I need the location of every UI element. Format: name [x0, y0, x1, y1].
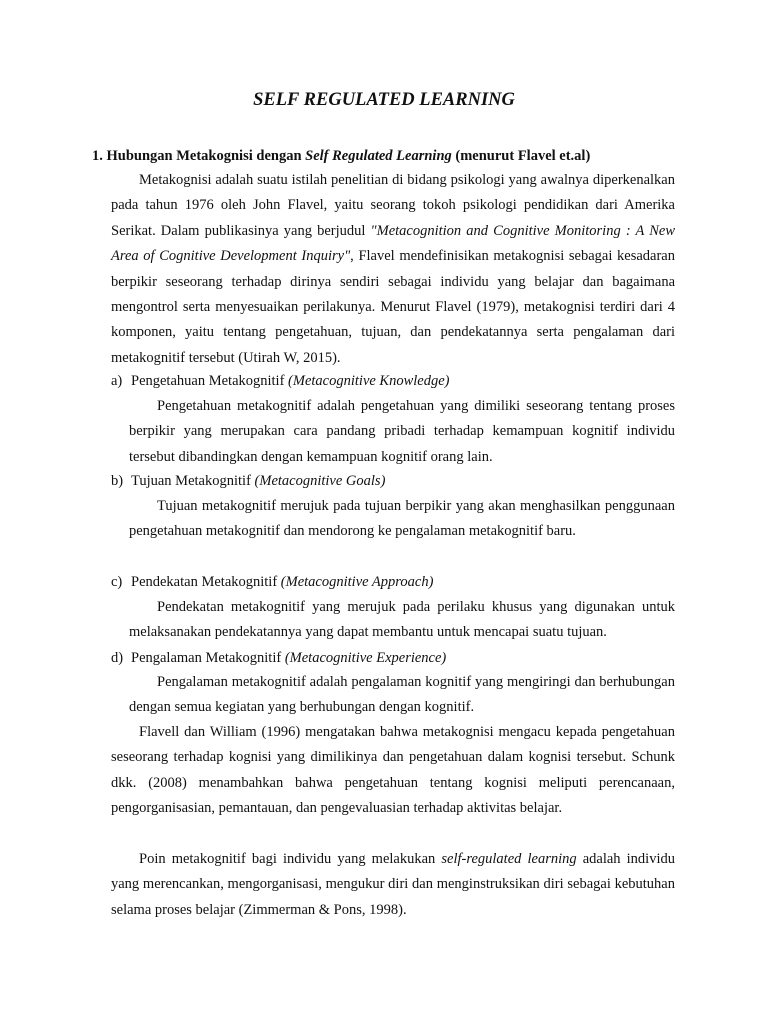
- section-heading-text: Hubungan Metakognisi dengan: [106, 148, 302, 164]
- flavell-paragraph: Flavell dan William (1996) mengatakan bahwa metakognisi mengacu kepada pengetahuan seseorang terhadap kognisi yang dimilikinya dan pengetahuan dalam kognisi tersebut. Schunk dkk. (2008) menambahkan bahwa pengetahuan tentang kognisi meliputi perencanaan, pengorganisasian, pemantauan, dan pengevaluasian terhadap aktivitas belajar.: [111, 724, 675, 817]
- list-item-heading: b) Tujuan Metakognitif (Metacognitive Goals): [111, 473, 386, 489]
- list-item-heading: a) Pengetahuan Metakognitif (Metacognitive Knowledge): [111, 373, 450, 389]
- list-item-body: Tujuan metakognitif merujuk pada tujuan berpikir yang akan menghasilkan penggunaan pengetahuan metakognitif dan mendorong ke pengalaman metakognitif baru.: [129, 498, 675, 540]
- poin-paragraph: Poin metakognitif bagi individu yang melakukan self-regulated learning adalah individu yang merencankan, mengorganisasi, mengukur diri dan menginstruksikan diri sebagai kebutuhan selama proses belajar (Zimmerman & Pons, 1998).: [111, 851, 675, 918]
- list-item-body: Pengetahuan metakognitif adalah pengetahuan yang dimiliki seseorang tentang proses berpikir yang merupakan cara pandang pribadi terhadap kemampuan kognitif individu tersebut dibandingkan dengan kemampuan kognitif orang lain.: [129, 398, 675, 465]
- intro-paragraph: Metakognisi adalah suatu istilah penelitian di bidang psikologi yang awalnya diperkenalkan pada tahun 1976 oleh John Flavel, yaitu seorang tokoh psikologi pendidikan dari Amerika Serikat. Dalam publikasinya yang berjudul "Metacognition and Cognitive Monitoring : A New Area of Cognitive Development Inquiry", Flavel mendefinisikan metakognisi sebagai kesadaran berpikir seseorang terhadap dirinya sendiri sebagai individu yang belajar dan bagaimana mengontrol serta menyesuaikan perilakunya. Menurut Flavel (1979), metakognisi terdiri dari 4 komponen, yaitu tentang pengetahuan, tujuan, dan pendekatannya serta pengalaman dari metakognitif tersebut (Utirah W, 2015).: [111, 172, 675, 366]
- section-heading: [92, 145, 590, 167]
- list-item-heading: c) Pendekatan Metakognitif (Metacognitive Approach): [111, 574, 434, 590]
- list-item-body: Pendekatan metakognitif yang merujuk pada perilaku khusus yang digunakan untuk melaksanakan pendekatannya yang dapat membantu untuk mencapai suatu tujuan.: [129, 599, 675, 641]
- list-item-body: Pengalaman metakognitif adalah pengalaman kognitif yang mengiringi dan berhubungan dengan semua kegiatan yang berhubungan dengan kognitif.: [129, 674, 675, 716]
- list-item-heading: d) Pengalaman Metakognitif (Metacognitive Experience): [111, 650, 447, 666]
- section-number: 1.: [92, 148, 103, 164]
- section-heading-italic: Self Regulated Learning: [305, 148, 452, 164]
- document-title: SELF REGULATED LEARNING: [253, 90, 515, 110]
- section-heading-suffix: (menurut Flavel et.al): [455, 148, 591, 164]
